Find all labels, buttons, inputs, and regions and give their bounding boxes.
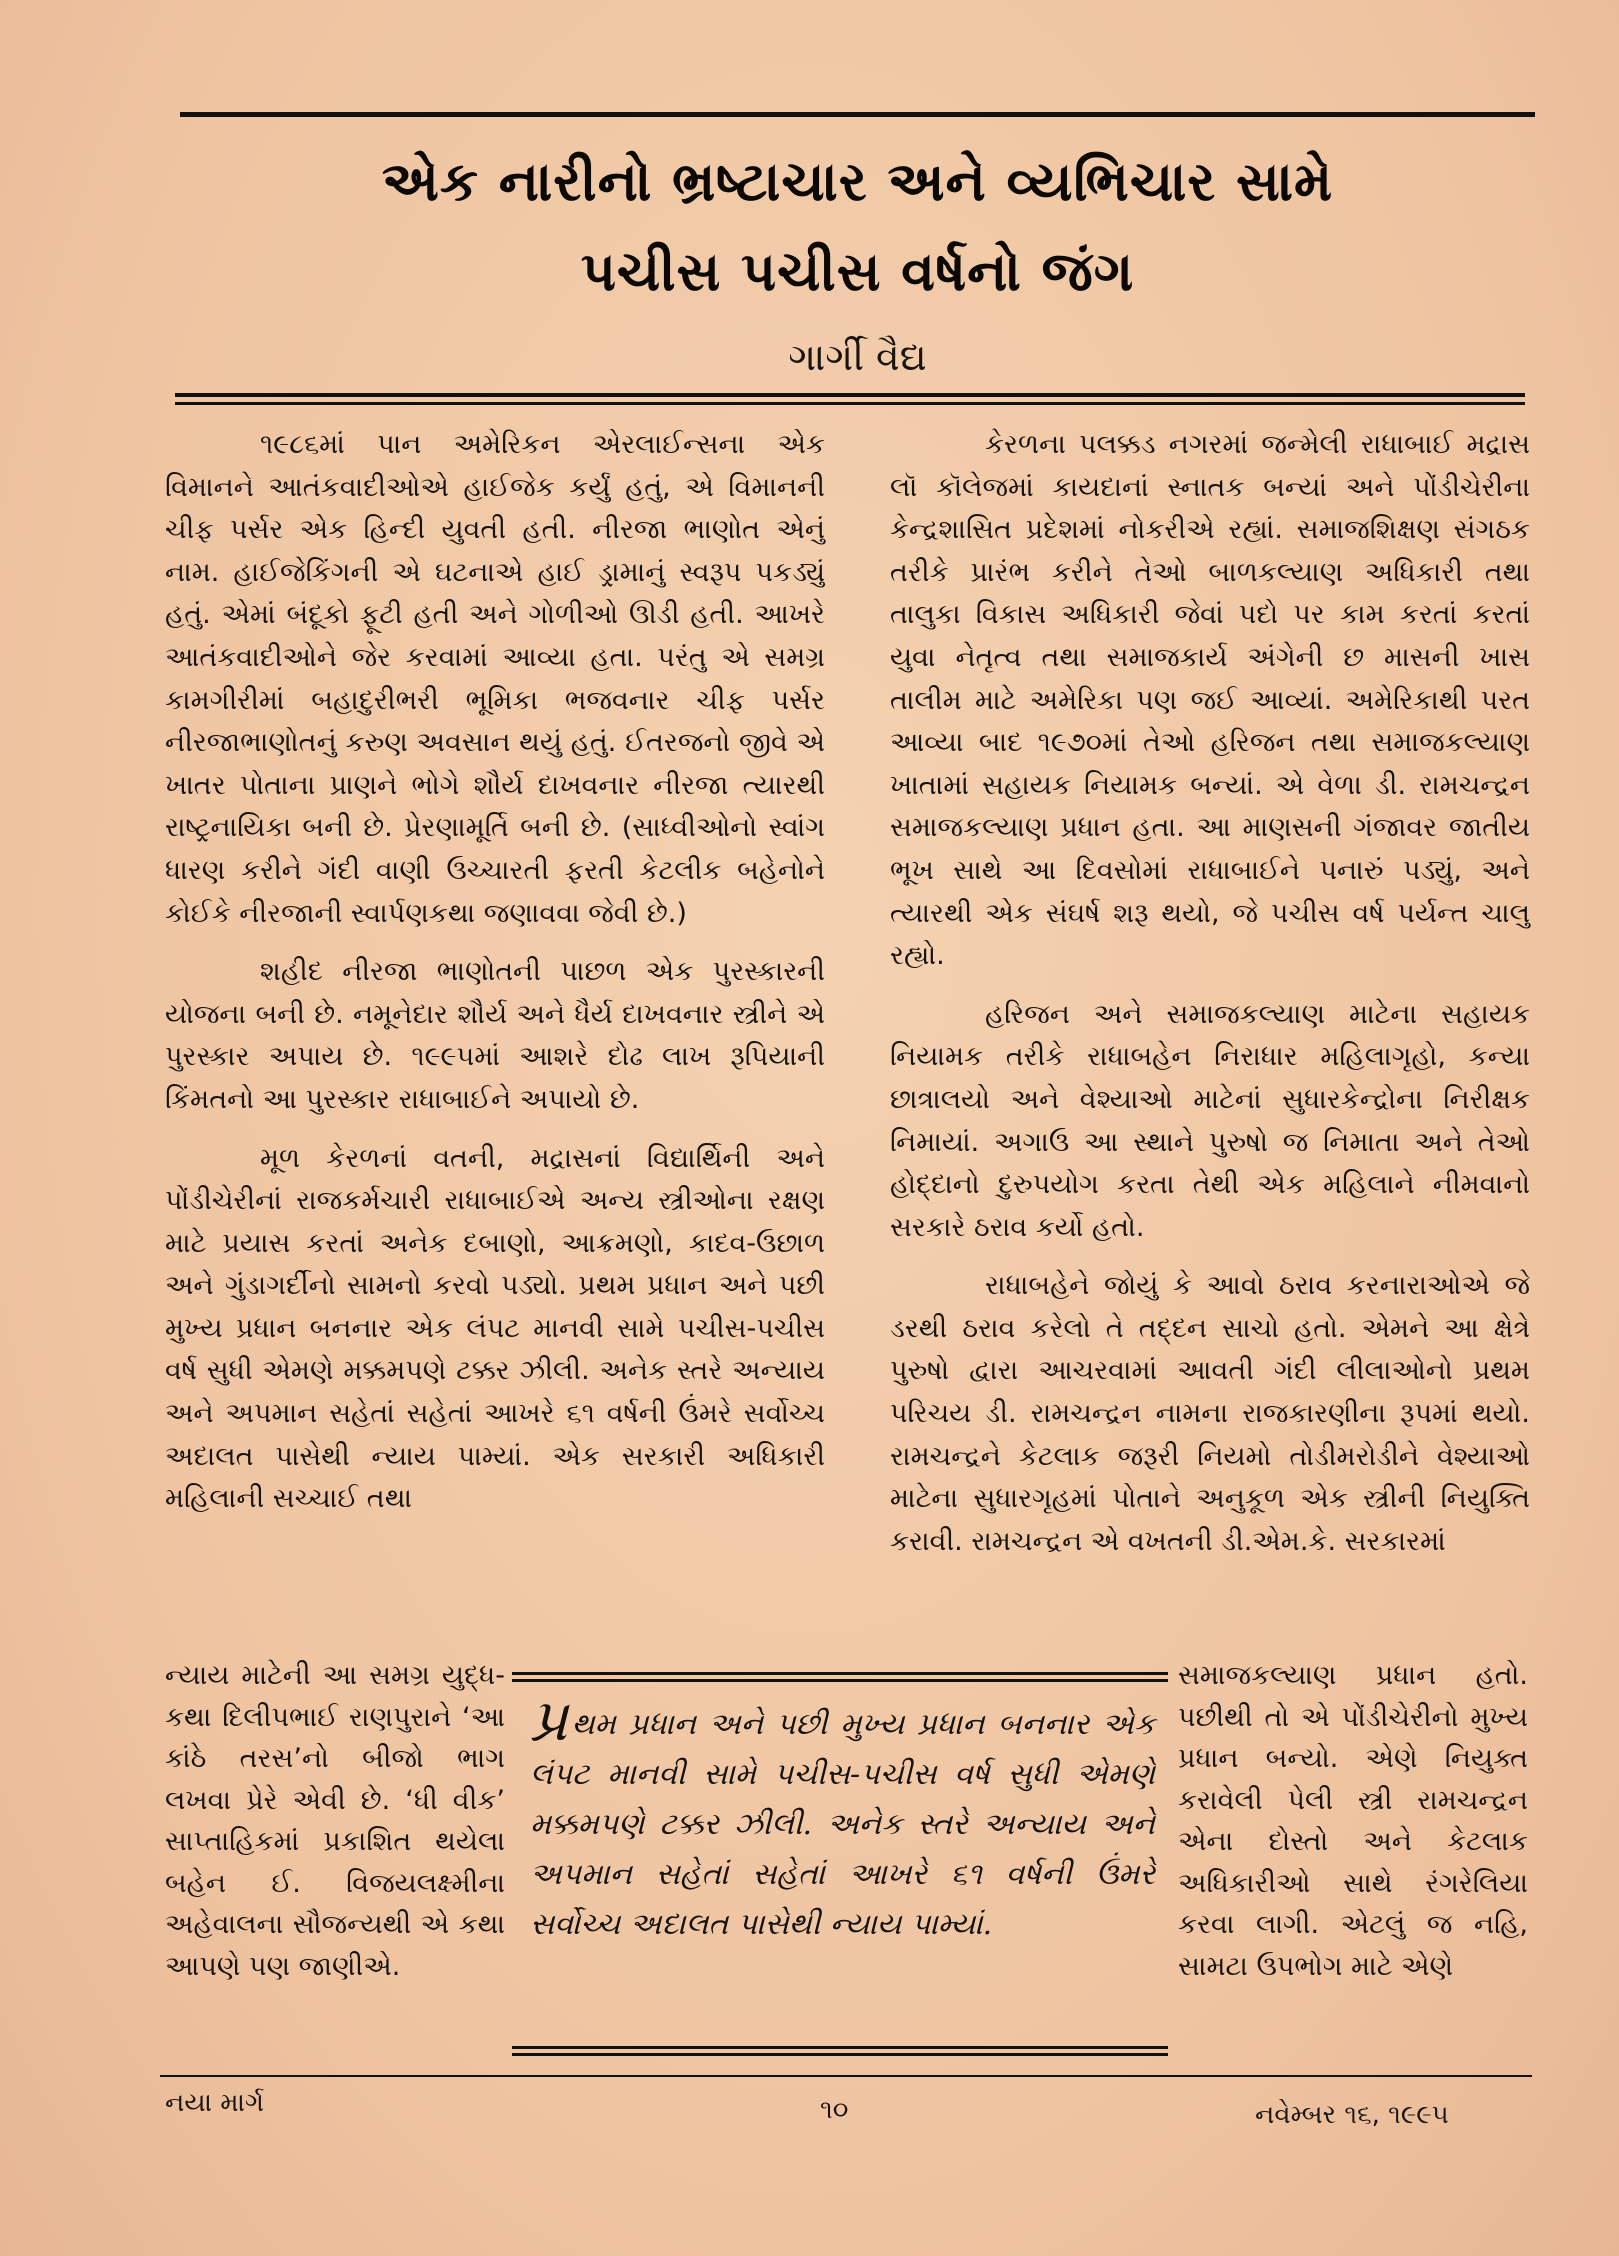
footer-publication: નયા માર્ગ bbox=[165, 2088, 265, 2118]
right-paragraph-3: રાધાબહેને જોયું કે આવો ઠરાવ કરનારાઓએ જે ડરથી ઠરાવ કરેલો તે તદ્દન સાચો હતો. એમને આ ક્ષેત્રે પુરુષો દ્વારા આચરવામાં આવતી ગંદી લીલાઓનો પ્રથમ પરિચય ડી. રામચન્દ્રન નામના રાજકારણીના રૂપમાં થયો. રામચન્દ્રને કેટલાક જરૂરી નિયમો તોડીમરોડીને વેશ્યાઓ માટેના સુધારગૃહમાં પોતાને અનુકૂળ એક સ્ત્રીની નિયુક્તિ કરાવી. રામચન્દ્રન એ વખતની ડી.એમ.કે. સરકારમાં bbox=[890, 1270, 1530, 1557]
title-double-rule-top bbox=[175, 393, 1525, 397]
right-column-continuation bbox=[1178, 1655, 1528, 2003]
pull-quote-text: થમ પ્રધાન અને પછી મુખ્ય પ્રધાન બનનાર એક લંપટ માનવી સામે પચીસ-પચીસ વર્ષ સુધી એમણે મક્કમપણે ટક્કર ઝીલી. અનેક સ્તરે અન્યાય અને અપમાન સહેતાં સહેતાં આખરે ૬૧ વર્ષની ઉંમરે સર્વોચ્ચ અદાલત પાસેથી ન્યાય પામ્યાં. bbox=[530, 1707, 1155, 1942]
left-paragraph-1: ૧૯૮૬માં પાન અમેરિકન એરલાઈન્સના એક વિમાનને આતંકવાદીઓએ હાઈજેક કર્યું હતું, એ વિમાનની ચીફ પર્સર એક હિન્દી યુવતી હતી. નીરજા ભાણોત એનું નામ. હાઈજેકિંગની એ ઘટનાએ હાઈ ડ્રામાનું સ્વરૂપ પકડ્યું હતું. એમાં બંદૂકો ફૂટી હતી અને ગોળીઓ ઊડી હતી. આખરે આતંકવાદીઓને જેર કરવામાં આવ્યા હતા. પરંતુ એ સમગ્ર કામગીરીમાં બહાદુરીભરી ભૂમિકા ભજવનાર ચીફ પર્સર નીરજાભાણોતનું કરુણ અવસાન થયું હતું. ઈતરજનો જીવે એ ખાતર પોતાના પ્રાણને ભોગે શૌર્ય દાખવનાર નીરજા ત્યારથી રાષ્ટ્રનાયિકા બની છે. પ્રેરણામૂર્તિ બની છે. (સાધ્વીઓનો સ્વાંગ ધારણ કરીને ગંદી વાણી ઉચ્ચારતી ફરતી કેટલીક બહેનોને કોઈકે નીરજાની સ્વાર્પણકથા જણાવવા જેવી છે.) bbox=[165, 429, 825, 929]
right-paragraph-1: કેરળના પલક્કડ નગરમાં જન્મેલી રાધાબાઈ મદ્રાસ લૉ કૉલેજમાં કાયદાનાં સ્નાતક બન્યાં અને પોંડીચેરીના કેન્દ્રશાસિત પ્રદેશમાં નોકરીએ રહ્યાં. સમાજશિક્ષણ સંગઠક તરીકે પ્રારંભ કરીને તેઓ બાળકલ્યાણ અધિકારી તથા તાલુકા વિકાસ અધિકારી જેવાં પદો પર કામ કરતાં કરતાં યુવા નેતૃત્વ તથા સમાજકાર્ય અંગેની છ માસની ખાસ તાલીમ માટે અમેરિકા પણ જઈ આવ્યાં. અમેરિકાથી પરત આવ્યા બાદ ૧૯૭૦માં તેઓ હરિજન તથા સમાજકલ્યાણ ખાતામાં સહાયક નિયામક બન્યાં. એ વેળા ડી. રામચન્દ્રન સમાજકલ્યાણ પ્રધાન હતા. આ માણસની ગંજાવર જાતીય ભૂખ સાથે આ દિવસોમાં રાધાબાઈને પનારું પડ્યું, અને ત્યારથી એક સંઘર્ષ શરૂ થયો, જે પચીસ વર્ષ પર્યન્ત ચાલુ રહ્યો. bbox=[890, 429, 1530, 972]
footer-rule bbox=[160, 2075, 1532, 2077]
footer-date: નવેમ્બર ૧૬, ૧૯૯૫ bbox=[1255, 2100, 1449, 2130]
left-column bbox=[165, 424, 825, 1537]
pull-quote-top-rule-2 bbox=[512, 1679, 1168, 1682]
top-rule bbox=[180, 112, 1535, 117]
title-double-rule-bottom bbox=[175, 402, 1525, 405]
pull-quote bbox=[530, 1686, 1155, 1950]
pull-quote-bottom-rule-1 bbox=[512, 2046, 1168, 2049]
author-byline: ગાર્ગી વૈદ્ય bbox=[788, 335, 927, 379]
pull-quote-bottom-rule-2 bbox=[512, 2053, 1168, 2056]
left-column-continuation bbox=[165, 1655, 505, 2003]
headline-line-2: પચીસ પચીસ વર્ષનો જંગ bbox=[580, 240, 1135, 303]
left-paragraph-2: શહીદ નીરજા ભાણોતની પાછળ એક પુરસ્કારની યોજના બની છે. નમૂનેદાર શૌર્ય અને ધૈર્ય દાખવનાર સ્ત્રીને એ પુરસ્કાર અપાય છે. ૧૯૯૫માં આશરે દોઢ લાખ રૂપિયાની કિંમતનો આ પુરસ્કાર રાધાબાઈને અપાયો છે. bbox=[165, 956, 825, 1115]
left-paragraph-3: મૂળ કેરળનાં વતની, મદ્રાસનાં વિદ્યાર્થિની અને પોંડીચેરીનાં રાજકર્મચારી રાધાબાઈએ અન્ય સ્ત્રીઓના રક્ષણ માટે પ્રયાસ કરતાં અનેક દબાણો, આક્રમણો, કાદવ-ઉછાળ અને ગુંડાગર્દીનો સામનો કરવો પડ્યો. પ્રથમ પ્રધાન અને પછી મુખ્ય પ્રધાન બનનાર એક લંપટ માનવી સામે પચીસ-પચીસ વર્ષ સુધી એમણે મક્કમપણે ટક્કર ઝીલી. અનેક સ્તરે અન્યાય અને અપમાન સહેતાં સહેતાં આખરે ૬૧ વર્ષની ઉંમરે સર્વોચ્ચ અદાલત પાસેથી ન્યાય પામ્યાં. એક સરકારી અધિકારી મહિલાની સચ્ચાઈ તથા bbox=[165, 1142, 825, 1515]
footer-page-number: ૧૦ bbox=[820, 2095, 849, 2125]
right-paragraph-2: હરિજન અને સમાજકલ્યાણ માટેના સહાયક નિયામક તરીકે રાધાબહેન નિરાધાર મહિલાગૃહો, કન્યા છાત્રાલયો અને વેશ્યાઓ માટેનાં સુધારકેન્દ્રોના નિરીક્ષક નિમાયાં. અગાઉ આ સ્થાને પુરુષો જ નિમાતા અને તેઓ હોદ્દાનો દુરુપયોગ કરતા તેથી એક મહિલાને નીમવાનો સરકારે ઠરાવ કર્યો હતો. bbox=[890, 998, 1530, 1243]
headline-line-1: એક નારીનો ભ્રષ્ટાચાર અને વ્યભિચાર સામે bbox=[381, 150, 1334, 213]
left-paragraph-3-continued: ન્યાય માટેની આ સમગ્ર યુદ્ધ-કથા દિલીપભાઈ રાણપુરાને ‘આ કાંઠે તરસ’નો બીજો ભાગ લખવા પ્રેરે એવી છે. ‘ધી વીક’ સાપ્તાહિકમાં પ્રકાશિત થયેલા બહેન ઈ. વિજયલક્ષ્મીના અહેવાલના સૌજન્યથી એ કથા આપણે પણ જાણીએ. bbox=[165, 1660, 505, 1982]
pull-quote-top-rule-1 bbox=[512, 1672, 1168, 1675]
pull-quote-dropcap: પ્ર bbox=[530, 1686, 568, 1754]
right-column bbox=[890, 424, 1530, 1579]
right-paragraph-3-continued: સમાજકલ્યાણ પ્રધાન હતો. પછીથી તો એ પોંડીચેરીનો મુખ્ય પ્રધાન બન્યો. એણે નિયુક્ત કરાવેલી પેલી સ્ત્રી રામચન્દ્રન એના દોસ્તો અને કેટલાક અધિકારીઓ સાથે રંગરેલિયા કરવા લાગી. એટલું જ નહિ, સામટા ઉપભોગ માટે એણે bbox=[1178, 1660, 1528, 1982]
